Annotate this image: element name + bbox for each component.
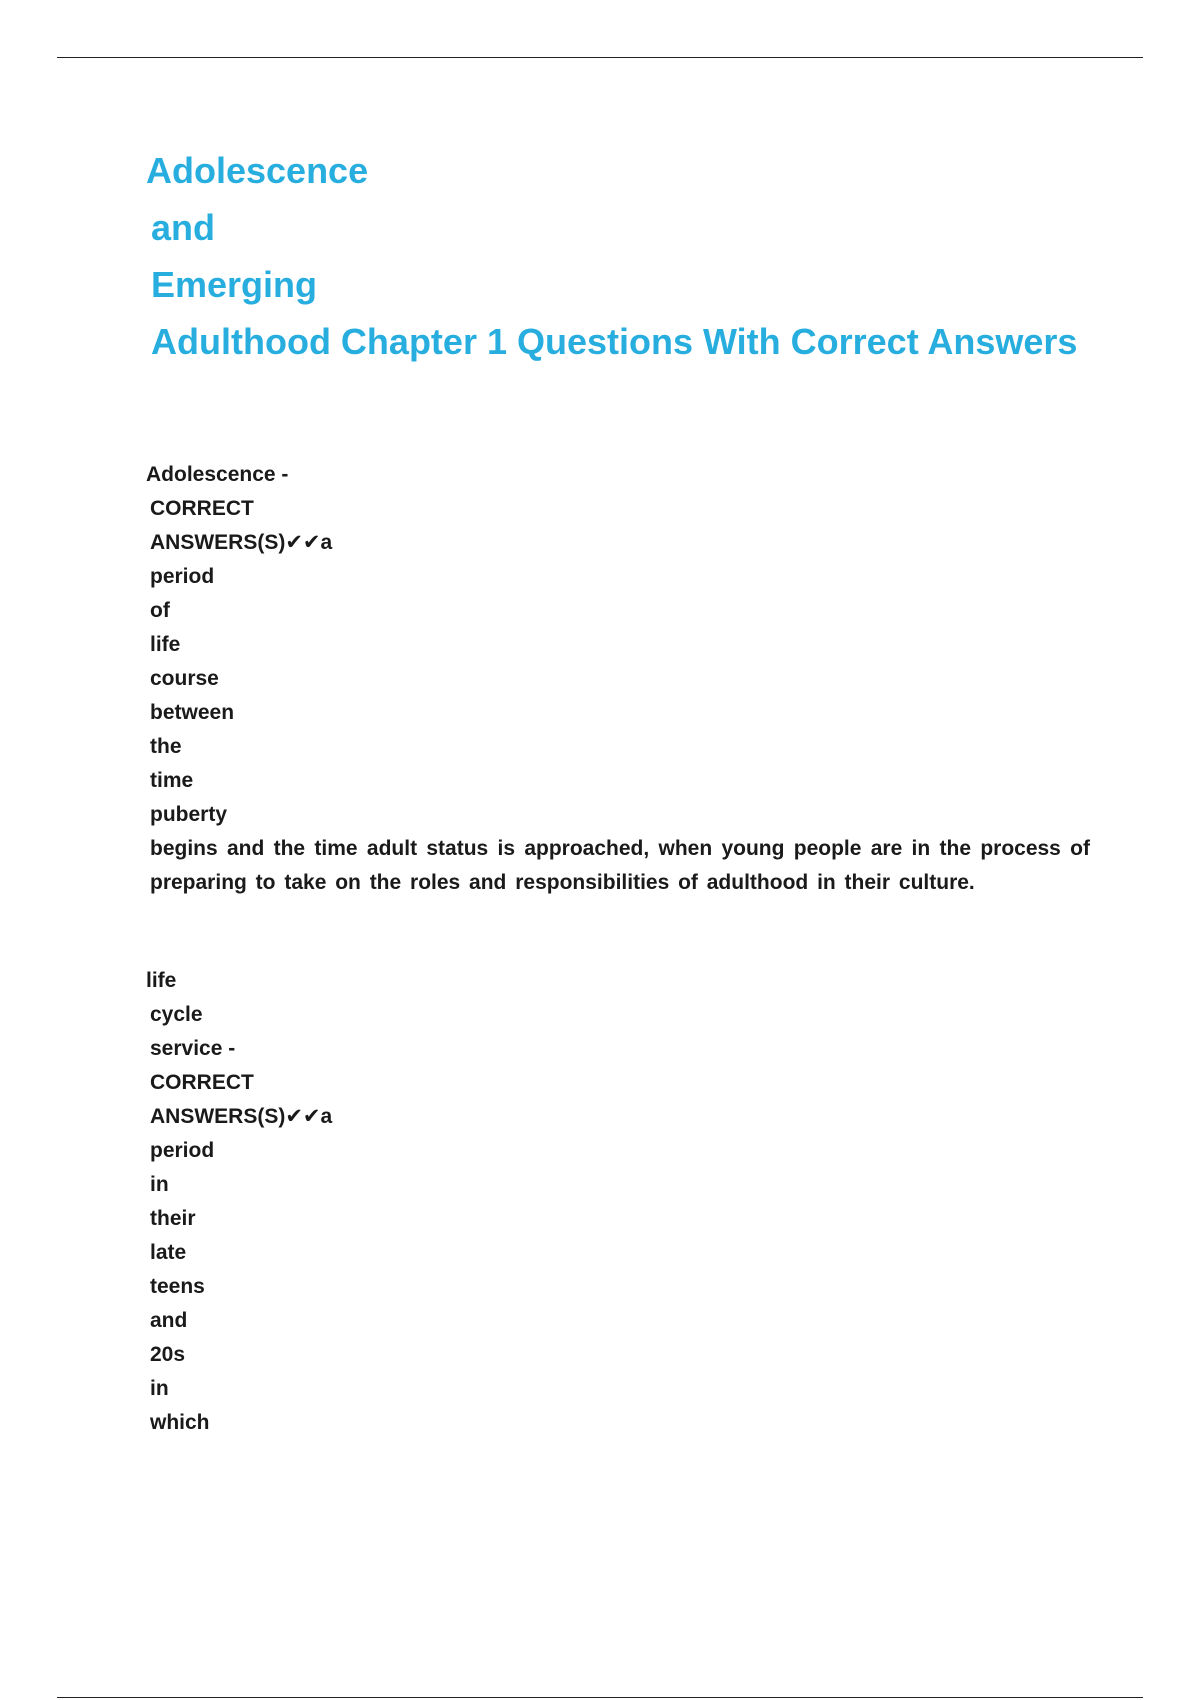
answer-marker: ANSWERS(S)✔✔a [150, 1105, 333, 1128]
answer-word: and [150, 1309, 188, 1332]
title-line: Emerging [151, 264, 318, 305]
answer-word: the [150, 735, 182, 758]
qa-entry-life-cycle-service [146, 964, 1146, 1440]
answer-word: time [150, 769, 194, 792]
footer-rule [57, 1697, 1143, 1698]
document-title [146, 142, 1077, 370]
answer-word: period [150, 1139, 215, 1162]
title-line: and [151, 207, 216, 248]
answer-paragraph: begins and the time adult status is approached, when young people are in the process of preparing to take on the roles and responsibilities of adulthood in their culture. [150, 837, 1090, 894]
term-label: cycle [150, 1003, 203, 1026]
answer-word: which [150, 1411, 210, 1434]
term-label: life [146, 969, 177, 992]
answer-word: in [150, 1377, 169, 1400]
answer-word: course [150, 667, 219, 690]
answer-word: between [150, 701, 235, 724]
term-label: service - [150, 1037, 236, 1060]
answer-marker: CORRECT [150, 1071, 254, 1094]
header-rule [57, 57, 1143, 58]
answer-word: late [150, 1241, 187, 1264]
answer-word: 20s [150, 1343, 186, 1366]
answer-word: period [150, 565, 215, 588]
title-line: Adulthood Chapter 1 Questions With Correct Answers [151, 321, 1078, 362]
answer-word: puberty [150, 803, 228, 826]
qa-entry-adolescence [146, 458, 1146, 900]
term-label: Adolescence - [146, 463, 289, 486]
answer-word: of [150, 599, 170, 622]
answer-marker: CORRECT [150, 497, 254, 520]
answer-word: in [150, 1173, 169, 1196]
answer-word: teens [150, 1275, 205, 1298]
answer-word: life [150, 633, 181, 656]
title-line: Adolescence [146, 150, 369, 191]
answer-word: their [150, 1207, 196, 1230]
answer-marker: ANSWERS(S)✔✔a [150, 531, 333, 554]
